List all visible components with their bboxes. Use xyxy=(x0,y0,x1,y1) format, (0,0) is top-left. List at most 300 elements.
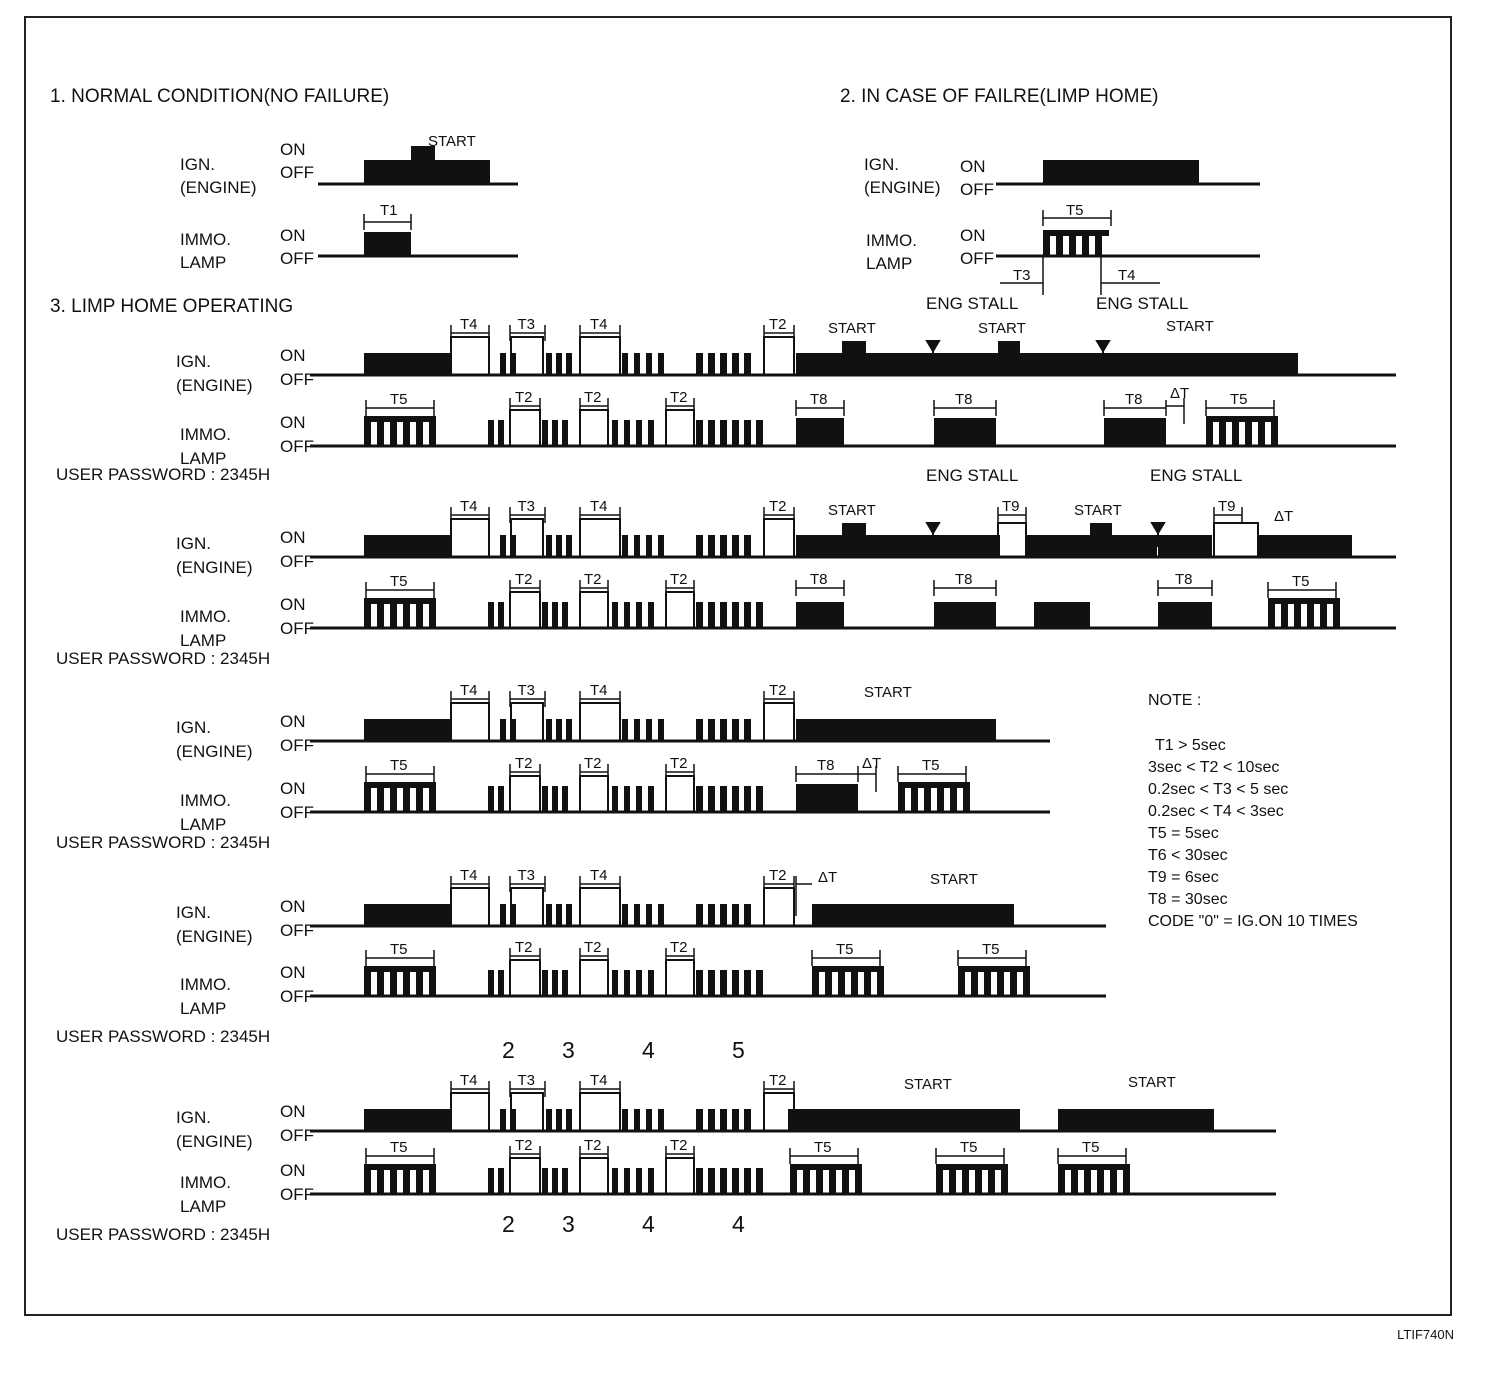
t2-gap xyxy=(580,410,608,446)
start-pulse xyxy=(842,341,866,353)
blink-pulse xyxy=(622,535,628,557)
t8-lamp xyxy=(796,602,844,628)
on-pulse xyxy=(364,353,450,375)
immo-label: IMMO. xyxy=(180,230,231,249)
blink-pulse xyxy=(566,1109,572,1131)
on-pulse xyxy=(796,353,1298,375)
t4-gap xyxy=(580,703,620,741)
t2-label: T2 xyxy=(584,571,602,588)
section2-title: 2. IN CASE OF FAILRE(LIMP HOME) xyxy=(840,86,1159,107)
start-label: START xyxy=(828,502,876,519)
t5-label: T5 xyxy=(836,941,854,958)
blink-pulse xyxy=(708,1109,715,1131)
delta-t-mark xyxy=(796,876,812,916)
t4-gap xyxy=(451,888,489,926)
on-pulse xyxy=(364,719,450,741)
ign-off-label: OFF xyxy=(280,163,314,182)
blink-pulse xyxy=(556,904,562,926)
immo-off-label: OFF xyxy=(960,249,994,268)
immo-off-label: OFF xyxy=(280,803,314,822)
engine-label: (ENGINE) xyxy=(176,376,253,395)
eng-stall-label: ENG STALL xyxy=(1096,294,1189,313)
note-line: T1 > 5sec xyxy=(1155,737,1226,754)
digit: 4 xyxy=(642,1211,655,1237)
note-line: 0.2sec < T3 < 5 sec xyxy=(1148,781,1289,798)
limp-home-row xyxy=(56,294,1396,484)
blink-pulse xyxy=(552,786,558,812)
lamp-label: LAMP xyxy=(180,1197,227,1216)
blink-pulse xyxy=(562,970,568,996)
t2-gap xyxy=(666,776,694,812)
blink-pulse xyxy=(546,904,552,926)
t4-gap xyxy=(580,888,620,926)
blink-pulse xyxy=(500,1109,506,1131)
blink-pulse xyxy=(542,786,548,812)
blink-top xyxy=(936,1164,1008,1170)
delta-t-label: ΔT xyxy=(818,869,838,886)
blink-pulse xyxy=(488,786,494,812)
blink-pulse xyxy=(648,420,654,446)
t5-label: T5 xyxy=(390,757,408,774)
blink-pulse xyxy=(744,904,751,926)
t8-lamp xyxy=(934,602,996,628)
blink-pulse xyxy=(612,1168,618,1194)
section2-labels xyxy=(864,155,994,273)
start-pulse xyxy=(998,341,1020,353)
blink-pulse xyxy=(732,1109,739,1131)
lamp-label: LAMP xyxy=(180,999,227,1018)
user-password: USER PASSWORD : 2345H xyxy=(56,649,271,668)
start-pulse xyxy=(842,523,866,535)
figure-id: LTIF740N xyxy=(1397,1327,1454,1342)
blink-pulse xyxy=(708,719,715,741)
blink-pulse xyxy=(622,719,628,741)
t2-label: T2 xyxy=(515,389,533,406)
t8-label: T8 xyxy=(1175,571,1193,588)
blink-pulse xyxy=(708,970,715,996)
blink-pulse xyxy=(658,353,664,375)
t4-gap xyxy=(580,337,620,375)
blink-pulse xyxy=(556,353,562,375)
ign-label: IGN. xyxy=(176,534,211,553)
blink-pulse xyxy=(720,602,727,628)
blink-pulse xyxy=(566,719,572,741)
t8-label: T8 xyxy=(810,571,828,588)
blink-pulse xyxy=(720,970,727,996)
t2-label: T2 xyxy=(584,1137,602,1154)
blink-pulse xyxy=(556,1109,562,1131)
blink-pulse xyxy=(732,786,739,812)
t2-label: T2 xyxy=(769,316,787,333)
blink-pulse xyxy=(556,719,562,741)
t2-label: T2 xyxy=(769,867,787,884)
t8-label: T8 xyxy=(810,391,828,408)
t8-label: T8 xyxy=(955,571,973,588)
immo-off-label: OFF xyxy=(280,249,314,268)
start-label: START xyxy=(904,1076,952,1093)
blink-pulse xyxy=(622,904,628,926)
t2-label: T2 xyxy=(515,755,533,772)
blink-pulse xyxy=(624,1168,630,1194)
blink-pulse xyxy=(542,970,548,996)
blink-pulse xyxy=(732,1168,739,1194)
ign-off-label: OFF xyxy=(280,552,314,571)
t8-lamp xyxy=(796,418,844,446)
lamp-on xyxy=(1034,602,1090,628)
t2-label: T2 xyxy=(515,939,533,956)
blink-pulse xyxy=(744,353,751,375)
start-label: START xyxy=(1128,1074,1176,1091)
engine-label: (ENGINE) xyxy=(176,558,253,577)
blink-pulse xyxy=(696,535,703,557)
on-pulse xyxy=(796,719,996,741)
blink-pulse xyxy=(732,420,739,446)
blink-top xyxy=(812,966,884,972)
immo-label: IMMO. xyxy=(180,607,231,626)
blink-pulse xyxy=(708,420,715,446)
start-label: START xyxy=(828,320,876,337)
start-label: START xyxy=(1074,502,1122,519)
eng-stall-label: ENG STALL xyxy=(926,294,1019,313)
blink-pulse xyxy=(634,1109,640,1131)
immo-label: IMMO. xyxy=(180,791,231,810)
lamp-label: LAMP xyxy=(180,449,227,468)
t4-gap xyxy=(580,519,620,557)
blink-pulse xyxy=(556,535,562,557)
blink-pulse xyxy=(624,786,630,812)
blink-pulse xyxy=(708,786,715,812)
blink-pulse xyxy=(542,602,548,628)
blink-pulse xyxy=(624,420,630,446)
t2-label: T2 xyxy=(670,571,688,588)
user-password: USER PASSWORD : 2345H xyxy=(56,833,271,852)
blink-pulse xyxy=(636,786,642,812)
blink-pulse xyxy=(720,353,727,375)
blink-pulse xyxy=(708,535,715,557)
blink-pulse xyxy=(634,904,640,926)
blink-pulse xyxy=(696,1168,703,1194)
blink-pulse xyxy=(732,970,739,996)
blink-pulse xyxy=(500,719,506,741)
blink-pulse xyxy=(744,786,751,812)
blink-pulse xyxy=(720,719,727,741)
blink-pulse xyxy=(648,1168,654,1194)
t4-label: T4 xyxy=(590,498,608,515)
blink-pulse xyxy=(696,904,703,926)
on-pulse xyxy=(812,904,1014,926)
t3-label: T3 xyxy=(517,316,536,333)
immo-label: IMMO. xyxy=(866,231,917,250)
blink-pulse xyxy=(744,602,751,628)
blink-pulse xyxy=(566,535,572,557)
t3-label: T3 xyxy=(517,682,536,699)
digits-top xyxy=(502,1037,745,1063)
blink-pulse xyxy=(658,719,664,741)
blink-pulse xyxy=(622,1109,628,1131)
t2-gap xyxy=(666,1158,694,1194)
on-pulse xyxy=(1027,535,1157,557)
t5-blink-train xyxy=(1043,230,1109,256)
t9-gap xyxy=(998,523,1026,557)
note-line: T6 < 30sec xyxy=(1148,847,1228,864)
lamp-label: LAMP xyxy=(180,253,227,272)
blink-pulse xyxy=(756,786,763,812)
t2-label: T2 xyxy=(584,755,602,772)
digit: 2 xyxy=(502,1211,515,1237)
t5-label: T5 xyxy=(390,391,408,408)
blink-pulse xyxy=(756,970,763,996)
blink-pulse xyxy=(756,602,763,628)
engine-label: (ENGINE) xyxy=(176,742,253,761)
blink-pulse xyxy=(488,970,494,996)
t3-label: T3 xyxy=(517,867,536,884)
t8-lamp xyxy=(796,784,858,812)
t4-gap xyxy=(580,1093,620,1131)
blink-pulse xyxy=(744,1109,751,1131)
t4-label: T4 xyxy=(460,498,478,515)
blink-pulse xyxy=(488,420,494,446)
ign-label: IGN. xyxy=(864,155,899,174)
immo-label: IMMO. xyxy=(180,975,231,994)
blink-pulse xyxy=(624,970,630,996)
t2-gap xyxy=(666,592,694,628)
lamp-label: LAMP xyxy=(180,631,227,650)
t2-label: T2 xyxy=(670,389,688,406)
immo-off-label: OFF xyxy=(280,619,314,638)
blink-pulse xyxy=(646,353,652,375)
immo-on-label: ON xyxy=(280,595,306,614)
blink-pulse xyxy=(646,535,652,557)
ign-on-label: ON xyxy=(960,157,986,176)
immo-off-label: OFF xyxy=(280,1185,314,1204)
blink-top xyxy=(364,598,436,604)
blink-pulse xyxy=(546,535,552,557)
digit: 3 xyxy=(562,1211,575,1237)
blink-top xyxy=(364,782,436,788)
ign-label: IGN. xyxy=(176,352,211,371)
t8-lamp xyxy=(1158,602,1212,628)
limp-home-row xyxy=(56,466,1396,668)
blink-pulse xyxy=(542,420,548,446)
t2-label: T2 xyxy=(515,571,533,588)
immo-on-label: ON xyxy=(280,226,306,245)
t4-label: T4 xyxy=(590,682,608,699)
blink-pulse xyxy=(546,353,552,375)
ign-on-label: ON xyxy=(280,1102,306,1121)
ign-off-label: OFF xyxy=(960,180,994,199)
blink-pulse xyxy=(488,1168,494,1194)
t4-gap xyxy=(451,519,489,557)
blink-pulse xyxy=(636,1168,642,1194)
start-label: START xyxy=(428,133,476,150)
blink-pulse xyxy=(562,602,568,628)
immo-label: IMMO. xyxy=(180,425,231,444)
t2-label: T2 xyxy=(584,389,602,406)
t4-label: T4 xyxy=(460,682,478,699)
blink-pulse xyxy=(500,353,506,375)
note-block xyxy=(1148,692,1358,930)
blink-pulse xyxy=(696,420,703,446)
blink-pulse xyxy=(552,970,558,996)
t4-label: T4 xyxy=(1118,267,1136,284)
t2-gap xyxy=(510,776,540,812)
blink-pulse xyxy=(646,719,652,741)
t8-label: T8 xyxy=(955,391,973,408)
user-password: USER PASSWORD : 2345H xyxy=(56,465,271,484)
immo-off-label: OFF xyxy=(280,987,314,1006)
delta-t-label: ΔT xyxy=(1170,385,1190,402)
section2-waves xyxy=(996,160,1260,295)
blink-pulse xyxy=(744,535,751,557)
t4-gap xyxy=(451,337,489,375)
on-pulse xyxy=(1058,1109,1214,1131)
blink-pulse xyxy=(708,602,715,628)
ign-off-label: OFF xyxy=(280,370,314,389)
blink-pulse xyxy=(646,904,652,926)
note-title: NOTE : xyxy=(1148,692,1202,709)
engine-label: (ENGINE) xyxy=(180,178,257,197)
t2-gap xyxy=(580,776,608,812)
ign-on-label: ON xyxy=(280,140,306,159)
t4-label: T4 xyxy=(460,316,478,333)
t2-gap xyxy=(764,337,794,375)
digit: 3 xyxy=(562,1037,575,1063)
blink-pulse xyxy=(636,602,642,628)
digits-bottom xyxy=(502,1211,745,1237)
section1-title: 1. NORMAL CONDITION(NO FAILURE) xyxy=(50,86,390,107)
blink-pulse xyxy=(488,602,494,628)
start-label: START xyxy=(1166,318,1214,335)
immo-lamp-pulse xyxy=(364,232,411,256)
blink-pulse xyxy=(732,719,739,741)
t5-label: T5 xyxy=(1292,573,1310,590)
t2-label: T2 xyxy=(769,682,787,699)
t5-label: T5 xyxy=(1082,1139,1100,1156)
digit: 2 xyxy=(502,1037,515,1063)
blink-pulse xyxy=(744,420,751,446)
user-password: USER PASSWORD : 2345H xyxy=(56,1225,271,1244)
blink-top xyxy=(364,416,436,422)
t2-gap xyxy=(666,410,694,446)
engine-label: (ENGINE) xyxy=(176,927,253,946)
blink-pulse xyxy=(566,904,572,926)
blink-pulse xyxy=(732,602,739,628)
blink-pulse xyxy=(696,1109,703,1131)
on-pulse xyxy=(364,535,450,557)
immo-on-label: ON xyxy=(280,963,306,982)
t5-label: T5 xyxy=(390,1139,408,1156)
blink-pulse xyxy=(562,786,568,812)
t3-label: T3 xyxy=(517,498,536,515)
t9-gap xyxy=(1214,523,1258,557)
immo-on-label: ON xyxy=(280,1161,306,1180)
t4-label: T4 xyxy=(590,316,608,333)
t2-gap xyxy=(666,960,694,996)
immo-label: IMMO. xyxy=(180,1173,231,1192)
t9-label: T9 xyxy=(1218,498,1236,515)
blink-top xyxy=(364,966,436,972)
start-pulse xyxy=(1090,523,1112,535)
blink-pulse xyxy=(612,786,618,812)
t2-gap xyxy=(764,519,794,557)
t5-label: T5 xyxy=(814,1139,832,1156)
ign-on-pulse xyxy=(364,160,490,184)
note-line: CODE "0" = IG.ON 10 TIMES xyxy=(1148,913,1358,930)
blink-pulse xyxy=(612,970,618,996)
ign-label: IGN. xyxy=(176,1108,211,1127)
ign-off-label: OFF xyxy=(280,921,314,940)
start-label: START xyxy=(930,871,978,888)
t2-gap xyxy=(764,888,794,926)
blink-pulse xyxy=(498,602,504,628)
blink-pulse xyxy=(648,602,654,628)
ign-on-label: ON xyxy=(280,897,306,916)
blink-top xyxy=(790,1164,862,1170)
delta-t-label: ΔT xyxy=(862,755,882,772)
eng-stall-label: ENG STALL xyxy=(926,466,1019,485)
blink-pulse xyxy=(498,786,504,812)
blink-pulse xyxy=(612,420,618,446)
blink-top xyxy=(1058,1164,1130,1170)
engine-label: (ENGINE) xyxy=(864,178,941,197)
blink-pulse xyxy=(744,719,751,741)
section1-waves xyxy=(318,133,518,256)
blink-pulse xyxy=(624,602,630,628)
lamp-label: LAMP xyxy=(180,815,227,834)
blink-pulse xyxy=(658,904,664,926)
blink-pulse xyxy=(720,420,727,446)
blink-pulse xyxy=(658,1109,664,1131)
blink-pulse xyxy=(732,904,739,926)
blink-pulse xyxy=(562,420,568,446)
t2-label: T2 xyxy=(670,939,688,956)
blink-top xyxy=(958,966,1030,972)
note-line: T8 = 30sec xyxy=(1148,891,1228,908)
ign-off-label: OFF xyxy=(280,1126,314,1145)
limp-home-row xyxy=(56,867,1106,1046)
lamp-label: LAMP xyxy=(866,254,913,273)
blink-pulse xyxy=(658,535,664,557)
blink-pulse xyxy=(708,904,715,926)
digit: 4 xyxy=(642,1037,655,1063)
eng-stall-label: ENG STALL xyxy=(1150,466,1243,485)
ign-on-label: ON xyxy=(280,712,306,731)
ign-on-label: ON xyxy=(280,528,306,547)
blink-top xyxy=(364,1164,436,1170)
t4-label: T4 xyxy=(460,1072,478,1089)
delta-t-label: ΔT xyxy=(1274,508,1294,525)
blink-pulse xyxy=(696,353,703,375)
t2-label: T2 xyxy=(769,498,787,515)
t1-label: T1 xyxy=(380,202,398,219)
t2-label: T2 xyxy=(584,939,602,956)
start-label: START xyxy=(978,320,1026,337)
note-line: 0.2sec < T4 < 3sec xyxy=(1148,803,1284,820)
t2-gap xyxy=(580,1158,608,1194)
on-pulse xyxy=(1258,535,1352,557)
t2-gap xyxy=(510,1158,540,1194)
blink-pulse xyxy=(498,970,504,996)
blink-pulse xyxy=(708,1168,715,1194)
blink-pulse xyxy=(720,535,727,557)
t2-gap xyxy=(764,703,794,741)
blink-pulse xyxy=(646,1109,652,1131)
limp-home-row xyxy=(56,682,1050,852)
digit: 4 xyxy=(732,1211,745,1237)
on-pulse xyxy=(796,535,1000,557)
blink-pulse xyxy=(720,1109,727,1131)
section3-title: 3. LIMP HOME OPERATING xyxy=(50,296,294,317)
